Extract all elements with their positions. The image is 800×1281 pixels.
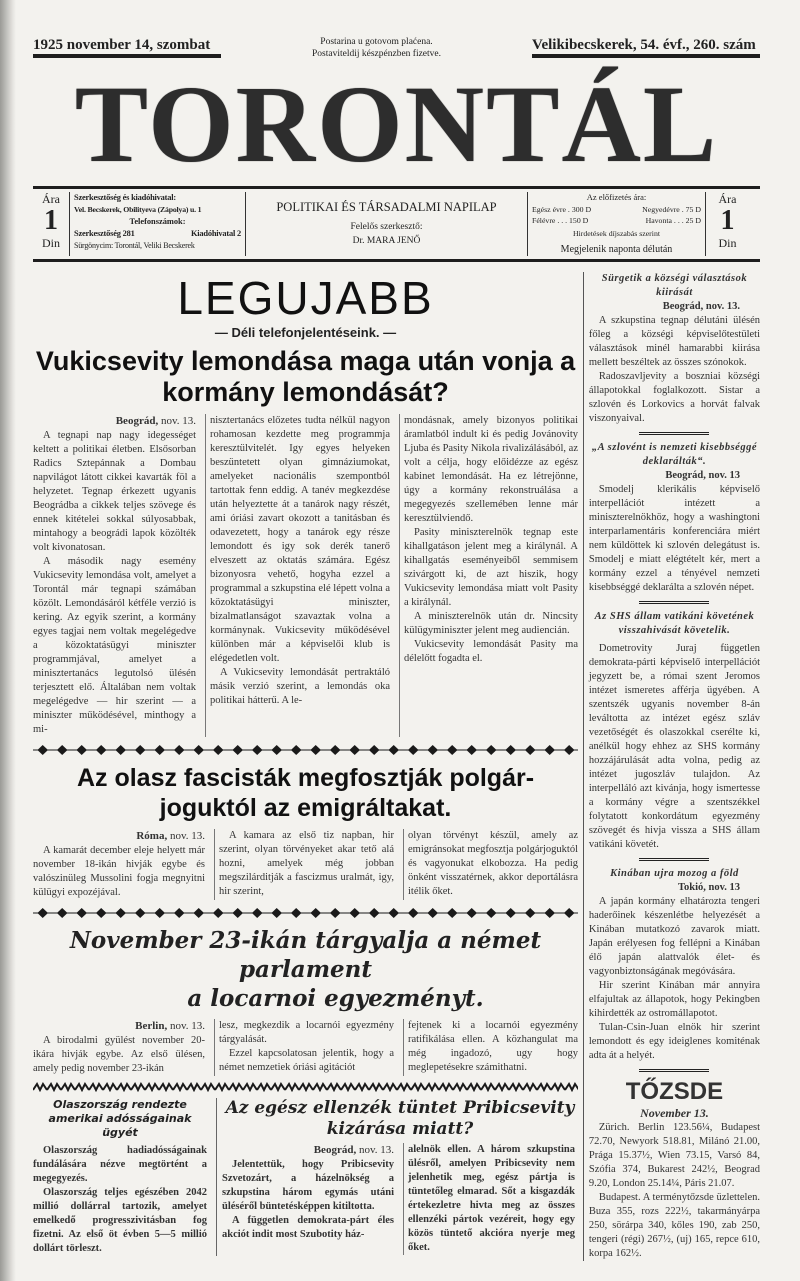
opposition-title: Az egész ellenzék tüntet Pribicsevity kizárása miatt? [225, 1097, 575, 1139]
paragraph: A kamarát december eleje helyett már november 18-ikán hivják egybe és valószinüleg Mussolini fogja megnyitni külügyi expozéjával. [33, 844, 205, 898]
price-value: 1 [44, 205, 58, 236]
sub-month: Havonta . . . 25 D [645, 215, 701, 225]
appears-note: Megjelenik naponta délután [560, 243, 673, 255]
diamond-divider [33, 743, 578, 757]
dateline: Tokió, nov. 13 [677, 881, 740, 893]
separator [639, 601, 709, 604]
kicker: LEGUJABB [177, 271, 434, 324]
sub-year: Egész évre . 300 D [532, 205, 592, 214]
price-value: 1 [720, 205, 735, 236]
paragraph: A tegnapi nap nagy idegességet keltett a politikai életben. Elsősorban Radics Sztepánnak a Dombau napvilágot látott cikkei kavarták föl a helyzetet. Tegnap érkezett ugyanis Beográdba a cikkek teljes szövege és ennek kitételei sokkal súlyosabbak, mintahogy a beográdi lapok közölték volt kivonatosan. [33, 429, 196, 553]
paragraph: Dometrovity Juraj független demokrata-párti képviselő interpellációt jegyzett be, a római szent Jeromos intézet ismeretes afférja ügyében. A szentszék ugyanis november 8-án leváltotta az intézet egész szláv vezetőségét és olaszokkal cserélte ki, anélkül hogy ehhez az SHS kormány hozzájárulását adta volna, pedig az intézet jugoszláv tulajdon. Az interpelláló azt kivánja, hogy ismertesse a kormány végre a szentszékkel folytatott konkordátum egyezmény szövegét és hivja vissza a SHS állam vatikáni követét. [588, 642, 760, 850]
article-title: Sürgetik a községi választások kiirását [601, 272, 748, 298]
sub-half: Félévre . . . 150 D [532, 215, 589, 225]
paragraph: Pasity miniszterelnök tegnap este kihallgatáson jelent meg a királynál. A kihallgatás eseményeiből semmisem szivárgott ki, de azt hiszik, hogy Vukicsevity lemondása miatt volt Pasity a királynál. [404, 526, 578, 608]
paragraph: Budapest. A terménytőzsde üzlettelen. Buza 355, rozs 222½, takarmányárpa 250, sörárpa 340, kőles 190, zab 250, tengeri (régi) 267½, (uj) 165, repce 610, korpa 162½. [588, 1191, 760, 1259]
issue-date: 1925 november 14, szombat [33, 36, 221, 58]
germany-col-3 [403, 1019, 578, 1076]
main-col-2 [205, 414, 390, 737]
paragraph: A Vukicsevity lemondását pertraktáló másik verzió szerint, a lemondás oka politikai hátterű. A le- [210, 666, 390, 706]
dateline-place: Berlin, [135, 1019, 168, 1032]
main-area [33, 272, 578, 1261]
opposition-col-1 [222, 1143, 394, 1255]
main-col-3 [399, 414, 578, 737]
paragraph: Olaszország teljes egészében 2042 millió dollárral tartozik, amelyet emelkedő progresszivitásban fog fizetni. Az első öt évben 5—5 millió dollárt törleszt. [33, 1186, 207, 1254]
sidebar [589, 272, 760, 1261]
germany-col-2 [214, 1019, 394, 1076]
paragraph: fejtenek ki a locarnói egyezmény ratifikálása ellen. A közhangulat ma még ingadozó, ugy hogy meglepetésekre számithatni. [408, 1019, 578, 1073]
diamond-divider [33, 906, 578, 920]
paragraph: nisztertanács előzetes tudta nélkül nagyon rohamosan kezdette meg programmja keresztülvitelét. Igy egyes helyeken beszüntetett olyan gimnáziumokat, amelyeket nacionális szempontból tartottak fenn eddig. A tanév megkezdése után helyeztette át a tanárok nagy részét, ami óriási zavart okozott a tanitásban és odavezetett, hogy a tanárok egy része lemondott és igy sok derék tanerő elveszett az oktatás számára. Egész bizonyosra vehető, hogyha ezzel a programmal a szkupstina elé lépett volna a közoktatásügyi miniszter, bizalmatlanságot szavaztak volna a kormánynak. Vukicsevity működésével különben már a képviselői klub is elégedetlen volt. [210, 414, 390, 664]
subscription-title: Az előfizetés ára: [586, 192, 647, 202]
sub-quarter: Negyedévre . 75 D [642, 205, 701, 214]
main-headline: Vukicsevity lemondása maga után vonja a kormány lemondását? [35, 345, 576, 407]
article-title: Az SHS állam vatikáni követének visszahivását követelik. [594, 610, 755, 636]
paragraph: mondásnak, amely bizonyos politikai áramlatból indult ki és pedig Jovánovity Ljuba és Pasity Nikola rivalizálásából, az volt a célja, hogy előidézze az egész kabinet lemondását. Ha ez létrejönne, úgy a kormány rekonstruálása a megegyezés szellemében lenne már keresztülviendő. [404, 414, 578, 524]
price-unit: Din [718, 236, 737, 250]
germany-col-1 [33, 1019, 205, 1076]
italy-headline [33, 763, 578, 823]
paragraph: lesz, megkezdik a locarnói egyezmény tárgyalását. [219, 1019, 394, 1045]
headline-line: a locarnoi egyezményt. [187, 984, 484, 1012]
issue-number: Velikibecskerek, 54. évf., 260. szám [532, 36, 760, 58]
content-area [33, 272, 760, 1261]
dateline: Beográd, nov. 13 [665, 469, 740, 481]
phone-editorial: Szerkesztőség 281 [74, 229, 135, 238]
main-columns [33, 414, 578, 737]
ornament-border [33, 1082, 578, 1092]
editor-name: Dr. MARA JENŐ [352, 236, 421, 246]
dateline-date: nov. 13. [169, 1019, 205, 1032]
paragraph: Jelentettük, hogy Pribicsevity Szvetozárt, a házelnökség a szkupstina három egymás utáni üléséről büntetésképpen kitiltotta. [222, 1158, 394, 1212]
editor-label: Felelős szerkesztő: [350, 222, 423, 232]
opposition-col-2 [403, 1143, 575, 1255]
office-title: Szerkesztőség és kiadóhivatal: [74, 193, 176, 202]
paragraph: Hir szerint Kinában már annyira elfajultak az állapotok, hogy Pekingben kihirdették az ostromállapotot. [588, 979, 760, 1019]
opposition-article [216, 1098, 578, 1256]
price-label: Ára [718, 192, 737, 206]
paragraph: alelnök ellen. A három szkupstina ülésről, amelyen Pribicsevity nem jelenhetik meg, egész pártja is tüntetőleg elmarad. Sőt a kisgazdák értekezletre hivta meg az összes ellenzéki pártok vezéreit, hogy egy közös tüntető akcióra nyerje meg őket. [408, 1143, 575, 1253]
headline-line: November 23-ikán tárgyalja a német parlament [69, 926, 542, 983]
telegram-address: Sürgönycim: Torontál, Veliki Becskerek [74, 241, 195, 250]
headline-line: joguktól az emigráltakat. [159, 793, 452, 822]
bourse-title: TŐZSDE [625, 1077, 724, 1105]
bottom-row [33, 1098, 578, 1256]
separator [639, 1069, 709, 1072]
price-unit: Din [42, 236, 60, 250]
opposition-columns [222, 1143, 578, 1255]
dateline-date: nov. 13. [160, 414, 196, 427]
paragraph: A kamara az első tiz napban, hir szerint, olyan törvényeket akar tető alá hozni, amelyek még jobban megszilárditják a fascizmus uralmát, igy, hir szerint, [219, 829, 394, 897]
office-address: Vel. Becskerek, Obilityeva (Zápolya) u. 1 [74, 205, 202, 214]
subscription-box [527, 192, 705, 256]
ads-note: Hirdetések díjszabás szerint [572, 229, 661, 238]
postal-line: Postarina u gotovom plaćena. [320, 37, 433, 47]
paragraph: Ezzel kapcsolatosan jelentik, hogy a német nemzetiek óriási agitációt [219, 1047, 394, 1073]
kicker-sub: — Déli telefonjelentéseink. — [214, 324, 397, 340]
phone-office: Kiadóhivatal 2 [190, 229, 241, 238]
main-col-1 [33, 414, 196, 737]
price-box-left [33, 192, 69, 256]
italy-columns [33, 829, 578, 900]
subtitle: POLITIKAI ÉS TÁRSADALMI NAPILAP [276, 200, 497, 214]
office-info [69, 192, 245, 256]
paragraph: A második nagy esemény Vukicsevity lemondása volt, amelyet a Torontál már tegnapi számában közölt. Lemondásáról kétféle verzió is kering. Az egyik szerint, a kormány egyes tagjai nem voltak megelégedve a közoktatásügyi miniszter programmjával, amelyet a minisztertanács legutolsó ülésén terjesztett elő. Általában nem voltak megelégedve — hir szerint — a miniszter működésével, minthogy a mi- [33, 555, 196, 735]
paragraph: Tulan-Csin-Juan elnök hir szerint lemondott és egy ideiglenes komiténak adta át a helyét. [588, 1021, 760, 1061]
paragraph: Radoszavljevity a boszniai községi állapotokkal foglalkozott. Sistar a szlovén és Lorkovics a horvát falvak viszonyaival. [588, 370, 760, 424]
paragraph: A független demokrata-párt éles akciót indit most Szubotity ház- [222, 1214, 394, 1240]
newspaper-page [33, 0, 760, 1281]
dateline-place: Beográd, [115, 414, 159, 427]
paragraph: Olaszország hadiadósságainak fundálására nézve megtörtént a megegyezés. [33, 1144, 207, 1184]
paragraph: Zürich. Berlin 123.56¼, Budapest 72.70, Newyork 518.81, Milánó 21.00, Prága 15.37½, Wien 73.15, Varsó 84, Szófia 374, Bukarest 242½, Beograd 9.20, London 25.14¼, Páris 21.07. [588, 1121, 760, 1189]
masthead: TORONTÁL [74, 63, 719, 185]
italy-col-3 [403, 829, 578, 900]
separator [639, 432, 709, 435]
article-title: „A szlovént is nemzeti kisebbséggé deklarálták“. [591, 441, 758, 467]
price-label: Ára [42, 192, 60, 206]
paragraph: Smodelj klerikális képviselő interpellációt intézett a miniszterelnökhöz, hogy a washingtoni interparlamentáris konferenciára miért nem küldöttek ki szlovén delegátust is. Smodelj e miatt elégtételt kér, mert a kormány ezzel a tényével nemzeti kisebbséggé deklarálta a szlovén népet. [588, 483, 760, 593]
article-title: Kinában ujra mozog a föld [610, 867, 739, 879]
paragraph: A birodalmi gyülést november 20-ikára hivják egybe. Az első ülésen, amely pedig november 23-ikán [33, 1034, 205, 1074]
germany-headline [33, 926, 578, 1013]
phones-title: Telefonszámok: [129, 217, 186, 226]
germany-columns [33, 1019, 578, 1076]
paragraph: A szkupstina tegnap délutáni ülésén főleg a községi képviselőtestületi választások minél hamarabbi kiirása mellett beszéltek az összes szónokok. [588, 314, 760, 368]
headline-line: Az olasz fascisták megfosztják polgár- [76, 763, 535, 792]
paragraph: A miniszterelnök után dr. Nincsity külügyminiszter jelent meg audiencián. [404, 610, 578, 636]
header-box [33, 186, 760, 262]
dateline-date: nov. 13. [358, 1143, 394, 1156]
column-rule [583, 272, 584, 1261]
dateline-place: Beográd, [313, 1143, 357, 1156]
italy-col-1 [33, 829, 205, 900]
dateline: Beográd, nov. 13. [662, 300, 740, 312]
bourse-date: November 13. [640, 1105, 709, 1120]
debt-article [33, 1098, 207, 1256]
dateline-date: nov. 13. [169, 829, 205, 842]
scan-edge [0, 0, 16, 1281]
postal-line: Postaviteldij készpénzben fizetve. [312, 49, 441, 59]
italy-col-2 [214, 829, 394, 900]
separator [639, 858, 709, 861]
subtitle-box [245, 192, 527, 256]
paragraph: olyan törvényt készül, amely az emigránsokat megfosztja polgárjoguktól és vagyonukat elkobozza. Ha pedig önként visszatérnek, akkor deportálásra itélik őket. [408, 829, 578, 897]
debt-title: Olaszország rendezte amerikai adósságainak ügyét [48, 1097, 192, 1139]
paragraph: Vukicsevity lemondását Pasity ma délelőtt fogadta el. [404, 638, 578, 664]
price-box-right [705, 192, 749, 256]
paragraph: A japán kormány elhatározta tengeri haderőinek készenlétbe helyezését a Kinában mutatkozó zavarok miatt. Japán erélyesen fog fellépni a Kinában élő japán alattvalók élet- és vagyonbiztonságának megóvására. [588, 895, 760, 977]
dateline-place: Róma, [136, 829, 168, 842]
postal-note [312, 36, 441, 60]
